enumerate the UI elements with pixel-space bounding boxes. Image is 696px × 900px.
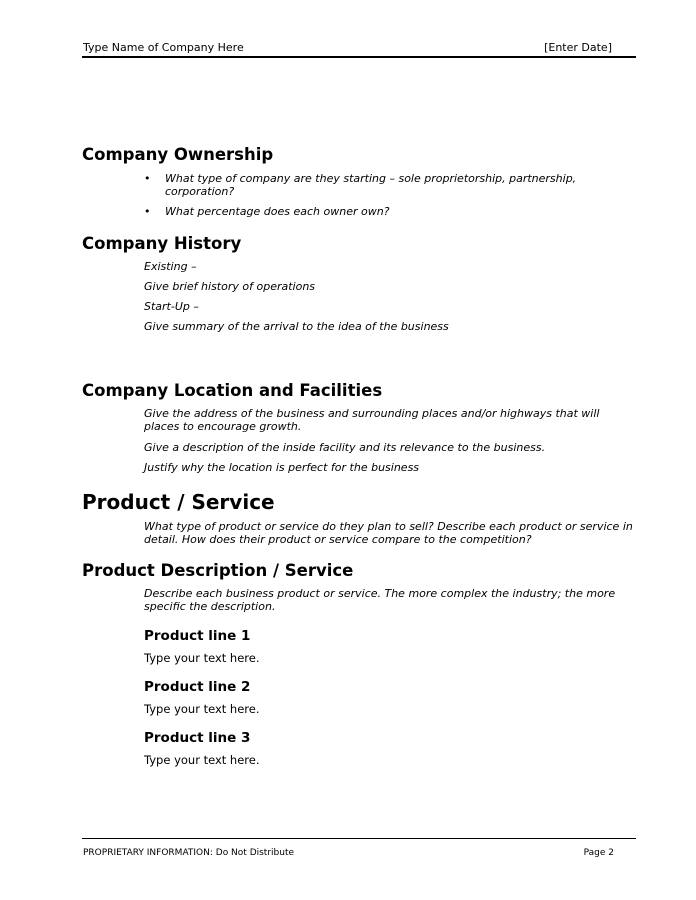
page-header xyxy=(82,40,636,58)
product-service-text: What type of product or service do they plan to sell? Describe each product or service in detail. How does their product or service compare to the competition? xyxy=(144,520,633,546)
history-line: Start-Up – xyxy=(144,300,199,313)
bullet-icon: • xyxy=(144,205,151,218)
company-name-placeholder[interactable]: Type Name of Company Here xyxy=(83,41,244,54)
page-footer xyxy=(82,838,636,858)
product-line-3-text[interactable]: Type your text here. xyxy=(144,753,260,767)
product-line-1-text[interactable]: Type your text here. xyxy=(144,651,260,665)
ownership-bullet-item xyxy=(144,205,638,218)
history-line: Give summary of the arrival to the idea of the business xyxy=(144,320,449,333)
heading-product-line-2: Product line 2 xyxy=(144,679,251,695)
heading-product-line-1: Product line 1 xyxy=(144,628,251,644)
location-line: Justify why the location is perfect for the business xyxy=(144,461,420,474)
product-description-text: Describe each business product or service. The more complex the industry; the more specific the description. xyxy=(144,587,616,613)
proprietary-notice: PROPRIETARY INFORMATION: Do Not Distribute xyxy=(83,848,295,858)
product-line-2-text[interactable]: Type your text here. xyxy=(144,702,260,716)
location-line: Give a description of the inside facility and its relevance to the business. xyxy=(144,441,546,454)
ownership-bullet-item xyxy=(144,172,638,198)
ownership-bullet-text: What type of company are they starting – sole proprietorship, partnership, corporation? xyxy=(165,172,577,198)
ownership-bullet-text: What percentage does each owner own? xyxy=(165,205,390,218)
bullet-icon: • xyxy=(144,172,151,185)
heading-company-ownership: Company Ownership xyxy=(82,145,274,164)
heading-company-location: Company Location and Facilities xyxy=(82,381,383,400)
history-line: Existing – xyxy=(144,260,197,273)
page-number: Page 2 xyxy=(583,848,614,858)
date-placeholder[interactable]: [Enter Date] xyxy=(544,41,612,54)
heading-company-history: Company History xyxy=(82,234,242,253)
heading-product-description: Product Description / Service xyxy=(82,561,354,580)
history-line: Give brief history of operations xyxy=(144,280,316,293)
heading-product-line-3: Product line 3 xyxy=(144,730,251,746)
location-line: Give the address of the business and surrounding places and/or highways that will places to encourage growth. xyxy=(144,407,600,433)
heading-product-service: Product / Service xyxy=(82,490,275,514)
